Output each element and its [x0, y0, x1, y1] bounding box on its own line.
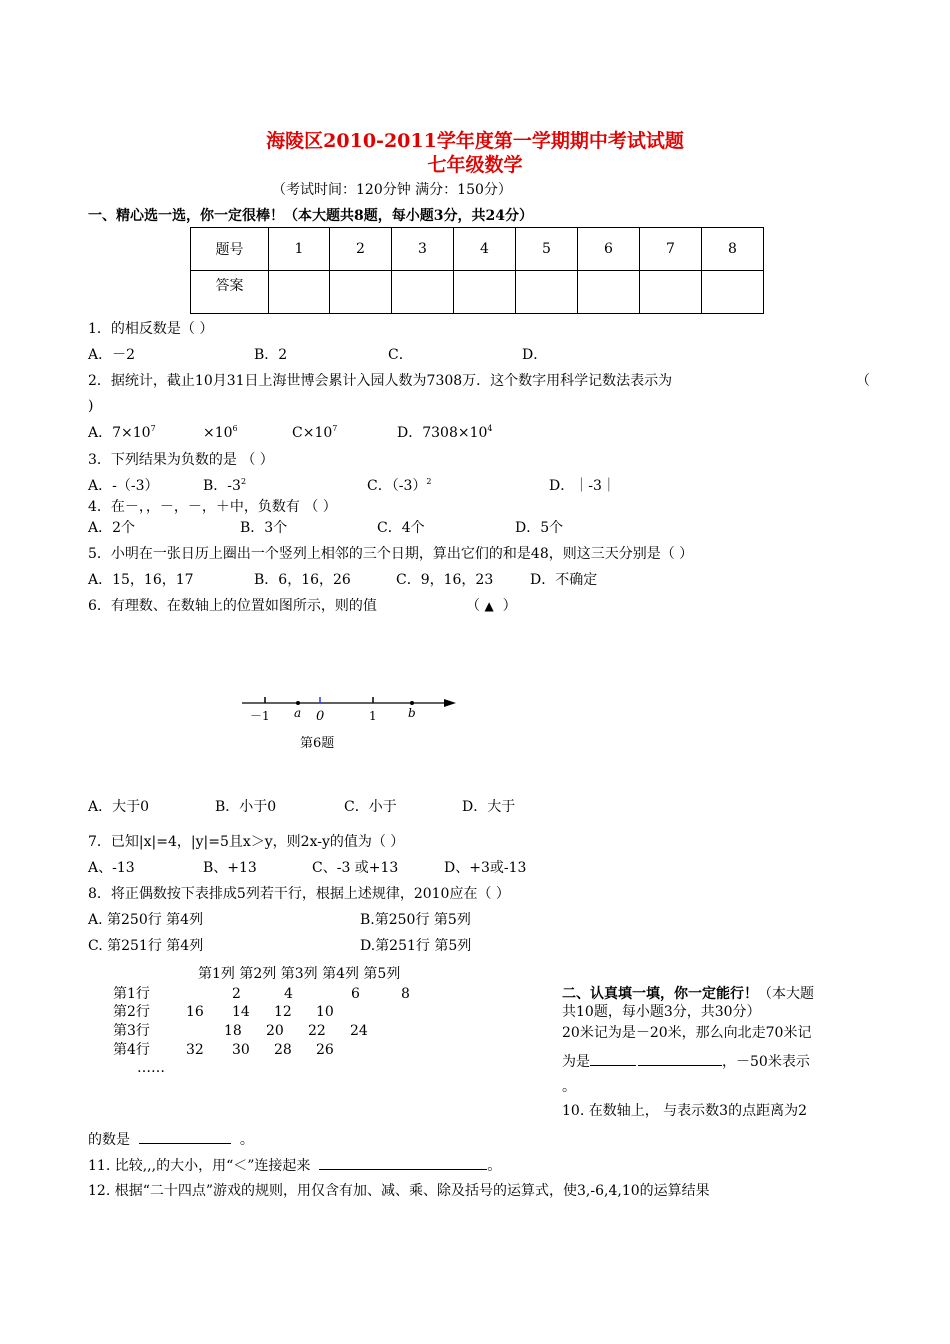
q3-option-a: A．-（-3）: [88, 478, 159, 494]
q5-stem: 5．小明在一张日历上圈出一个竖列上相邻的三个日期，算出它们的和是48，则这三天分别是（ ）: [88, 546, 694, 562]
answer-cell[interactable]: [392, 271, 454, 314]
answer-table-header-row: [191, 228, 764, 271]
table-label-tihao: 题号: [191, 228, 269, 271]
answer-cell[interactable]: [454, 271, 516, 314]
q10-blank[interactable]: [139, 1129, 231, 1144]
arrow-right-icon: [444, 699, 456, 707]
page-title: 海陵区2010-2011学年度第一学期期中考试试题: [266, 130, 684, 152]
q7-option-b: B、+13: [203, 860, 257, 876]
q4-stem: 4．在－，，－，－，＋中，负数有 （ ）: [88, 499, 337, 515]
q4-option-d: D．5个: [515, 520, 564, 536]
q6-option-c: C．小于: [344, 799, 397, 815]
grid-cell: 2: [232, 986, 241, 1002]
q6-answer-bracket: （ ▲ ）: [466, 598, 517, 614]
grid-row-label: 第3行: [113, 1023, 150, 1039]
q6-option-b: B．小于0: [215, 799, 277, 815]
answer-table: [190, 227, 764, 314]
q6-stem: 6．有理数、在数轴上的位置如图所示，则的值: [88, 598, 377, 614]
table-col-number: 5: [516, 228, 578, 271]
grid-row-label: 第4行: [113, 1042, 150, 1058]
q9-line3: 。: [562, 1079, 576, 1095]
grid-cell: 24: [350, 1023, 368, 1039]
answer-cell[interactable]: [516, 271, 578, 314]
label-zero: 0: [316, 709, 325, 724]
q6-option-a: A．大于0: [88, 799, 150, 815]
q8-stem: 8．将正偶数按下表排成5列若干行，根据上述规律，2010应在（ ）: [88, 886, 510, 902]
triangle-icon: ▲: [484, 599, 494, 613]
q5-option-a: A．15，16，17: [88, 572, 194, 588]
q5-option-b: B．6，16，26: [254, 572, 351, 588]
page-subtitle: 七年级数学: [427, 154, 523, 176]
q7-option-a: A、-13: [88, 860, 135, 876]
grid-cell: 18: [224, 1023, 242, 1039]
q8-option-d: D.第251行 第5列: [360, 938, 472, 954]
grid-cell: 16: [186, 1004, 204, 1020]
section2-heading: 二、认真填一填，你一定能行！（本大题: [562, 986, 814, 1002]
q3-stem: 3．下列结果为负数的是 （ ）: [88, 452, 274, 468]
q2-paren-open: （: [856, 373, 870, 389]
section1-heading: 一、精心选一选，你一定很棒！（本大题共8题，每小题3分，共24分）: [88, 208, 533, 224]
grid-cell: 32: [186, 1042, 204, 1058]
table-col-number: 6: [578, 228, 640, 271]
answer-cell[interactable]: [578, 271, 640, 314]
grid-cell: 8: [401, 986, 410, 1002]
q4-option-a: A．2个: [88, 520, 136, 536]
q8-option-c: C. 第251行 第4列: [88, 938, 204, 954]
grid-cell: 12: [274, 1004, 292, 1020]
answer-cell[interactable]: [330, 271, 392, 314]
q1-option-a: A．－2: [88, 347, 136, 363]
q2-stem: 2．据统计，截止10月31日上海世博会累计入园人数为7308万．这个数字用科学记数法表示为: [88, 373, 673, 389]
q7-option-d: D、+3或-13: [444, 860, 527, 876]
q8-columns-header: 第1列 第2列 第3列 第4列 第5列: [198, 966, 401, 982]
q10-line2: 的数是 。: [88, 1129, 254, 1149]
figure-caption: 第6题: [300, 736, 335, 751]
point-a: [296, 701, 300, 705]
q7-stem: 7．已知|x|=4，|y|=5且x＞y，则2x-y的值为（ ）: [88, 834, 405, 850]
grid-cell: 22: [308, 1023, 326, 1039]
q7-option-c: C、-3 或+13: [312, 860, 399, 876]
q2-option-b: $\times 10^6$: [203, 424, 238, 441]
section2-line2: 共10题，每小题3分，共30分）: [562, 1004, 761, 1020]
grid-cell: 10: [316, 1004, 334, 1020]
q5-option-d: D．不确定: [530, 572, 598, 588]
q6-option-d: D．大于: [462, 799, 516, 815]
table-col-number: 7: [640, 228, 702, 271]
q11-blank[interactable]: [319, 1155, 487, 1170]
q5-option-c: C．9，16，23: [396, 572, 494, 588]
q1-stem: 1．的相反数是（ ）: [88, 321, 214, 337]
table-col-number: 8: [702, 228, 764, 271]
table-col-number: 2: [330, 228, 392, 271]
q3-option-c: C．$(-3)^2$: [367, 477, 432, 494]
label-neg-one: －1: [250, 709, 270, 723]
q1-option-c: C．: [388, 347, 413, 363]
grid-cell: 6: [351, 986, 360, 1002]
q1-option-d: D．: [522, 347, 548, 363]
q9-blank-2[interactable]: [638, 1051, 722, 1066]
number-line-figure: [230, 690, 470, 730]
q2-option-c: $C\times 10^7$: [292, 424, 338, 441]
grid-ellipsis: ……: [137, 1060, 165, 1076]
q11: 11. 比较,,,的大小，用“＜”连接起来 。: [88, 1155, 501, 1175]
answer-cell[interactable]: [702, 271, 764, 314]
q3-option-d: D．｜-3｜: [549, 478, 616, 494]
q2-option-a: A．$7\times 10^7$: [88, 424, 156, 441]
table-col-number: 4: [454, 228, 516, 271]
label-one: 1: [369, 709, 377, 723]
grid-row-label: 第1行: [113, 986, 150, 1002]
grid-cell: 4: [284, 986, 293, 1002]
q10-line1: 10. 在数轴上， 与表示数3的点距离为2: [562, 1103, 807, 1119]
exam-info: （考试时间：120分钟 满分：150分）: [272, 182, 512, 198]
answer-table-answer-row: [191, 271, 764, 314]
q8-option-a: A. 第250行 第4列: [88, 912, 204, 928]
q4-option-c: C．4个: [377, 520, 425, 536]
grid-cell: 20: [266, 1023, 284, 1039]
point-b: [410, 701, 414, 705]
q1-option-b: B．2: [254, 347, 288, 363]
q2-paren-close: ): [88, 398, 94, 414]
q4-option-b: B．3个: [240, 520, 288, 536]
grid-cell: 26: [316, 1042, 334, 1058]
q3-option-b: B．$-3^2$: [203, 477, 247, 494]
q9-blank-1[interactable]: [590, 1051, 636, 1066]
table-label-daan: 答案: [191, 271, 269, 314]
q8-option-b: B.第250行 第5列: [360, 912, 471, 928]
grid-row-label: 第2行: [113, 1004, 150, 1020]
label-b: b: [408, 706, 416, 720]
table-col-number: 3: [392, 228, 454, 271]
q12: 12. 根据“二十四点”游戏的规则，用仅含有加、减、乘、除及括号的运算式，使3,-6,4,10的运算结果: [88, 1183, 710, 1199]
q2-option-d: D．$7308\times 10^4$: [397, 424, 493, 441]
q9-line1: 20米记为是－20米，那么向北走70米记: [562, 1025, 812, 1041]
grid-cell: 30: [232, 1042, 250, 1058]
q9-line2: 为是 ，－50米表示: [562, 1051, 810, 1071]
table-col-number: 1: [269, 228, 330, 271]
label-a: a: [294, 706, 302, 720]
answer-cell[interactable]: [640, 271, 702, 314]
grid-cell: 28: [274, 1042, 292, 1058]
grid-cell: 14: [232, 1004, 250, 1020]
answer-cell[interactable]: [269, 271, 330, 314]
